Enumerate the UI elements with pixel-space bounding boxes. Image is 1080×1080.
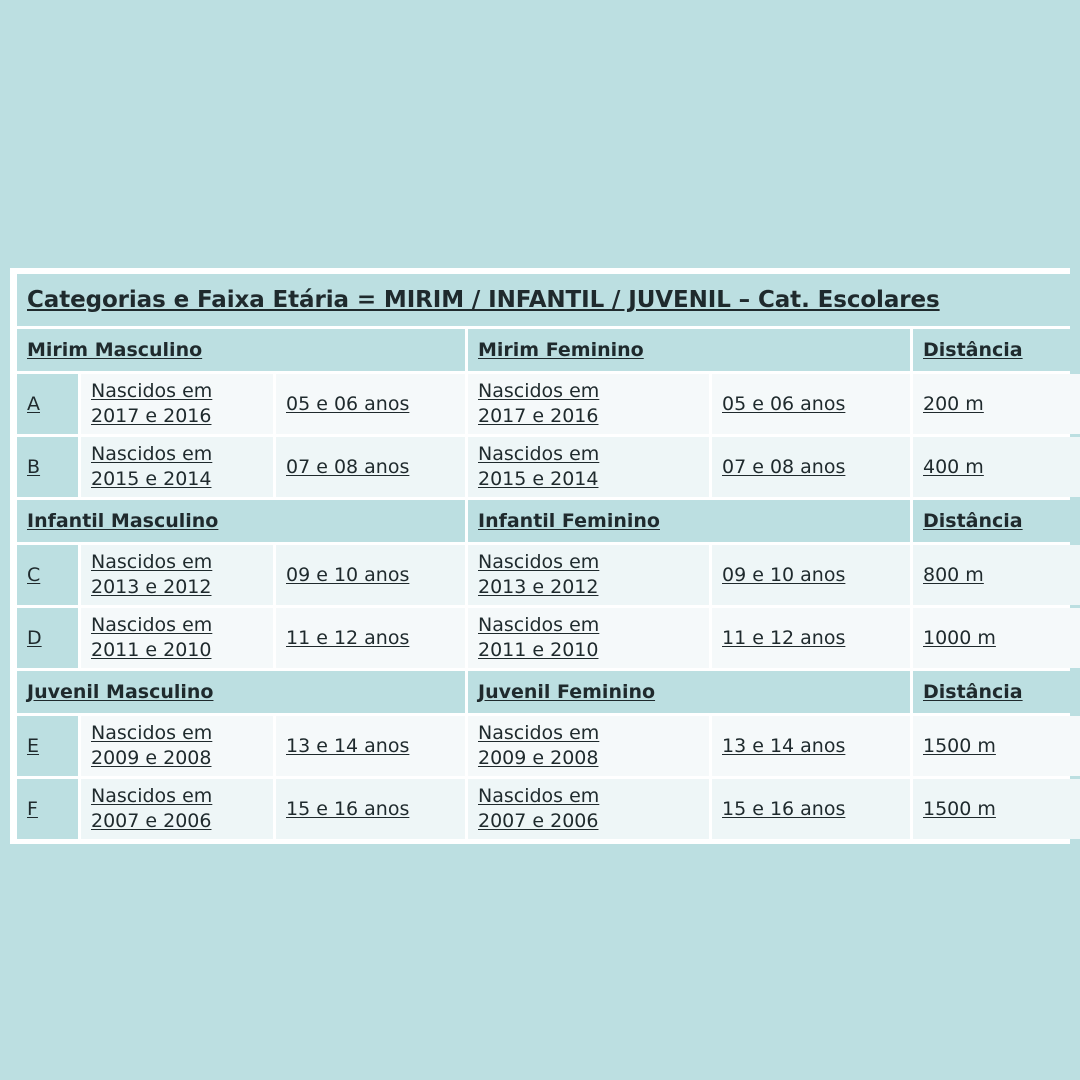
table-row xyxy=(17,374,1080,434)
male-birth-years[interactable] xyxy=(81,545,273,605)
female-category-header[interactable]: Juvenil Feminino xyxy=(468,671,910,713)
female-birth-years[interactable] xyxy=(468,779,709,839)
section-header-row xyxy=(17,500,1080,542)
female-category-header[interactable]: Infantil Feminino xyxy=(468,500,910,542)
table-title[interactable]: Categorias e Faixa Etária = MIRIM / INFANTIL / JUVENIL – Cat. Escolares xyxy=(17,274,1080,326)
category-letter[interactable]: E xyxy=(17,716,78,776)
distance-value[interactable]: 1500 m xyxy=(913,779,1080,839)
born-years: 2015 e 2014 xyxy=(91,468,212,490)
born-label: Nascidos em xyxy=(478,785,600,807)
distance-value[interactable]: 1000 m xyxy=(913,608,1080,668)
born-label: Nascidos em xyxy=(91,443,213,465)
male-age[interactable]: 13 e 14 anos xyxy=(276,716,465,776)
table-row xyxy=(17,437,1080,497)
male-birth-years[interactable] xyxy=(81,608,273,668)
category-letter[interactable]: B xyxy=(17,437,78,497)
born-years: 2013 e 2012 xyxy=(91,576,212,598)
male-category-header[interactable]: Juvenil Masculino xyxy=(17,671,465,713)
distance-value[interactable]: 200 m xyxy=(913,374,1080,434)
born-years: 2011 e 2010 xyxy=(91,639,212,661)
female-age[interactable]: 13 e 14 anos xyxy=(712,716,910,776)
born-label: Nascidos em xyxy=(91,722,213,744)
male-age[interactable]: 07 e 08 anos xyxy=(276,437,465,497)
born-label: Nascidos em xyxy=(478,614,600,636)
male-birth-years[interactable] xyxy=(81,437,273,497)
born-label: Nascidos em xyxy=(91,785,213,807)
born-years: 2015 e 2014 xyxy=(478,468,599,490)
born-label: Nascidos em xyxy=(91,551,213,573)
distance-header[interactable]: Distância xyxy=(913,671,1080,713)
section-header-row xyxy=(17,329,1080,371)
category-letter[interactable]: C xyxy=(17,545,78,605)
born-label: Nascidos em xyxy=(478,722,600,744)
female-age[interactable]: 15 e 16 anos xyxy=(712,779,910,839)
born-years: 2017 e 2016 xyxy=(91,405,212,427)
female-birth-years[interactable] xyxy=(468,545,709,605)
female-birth-years[interactable] xyxy=(468,374,709,434)
born-years: 2009 e 2008 xyxy=(478,747,599,769)
born-label: Nascidos em xyxy=(91,380,213,402)
male-birth-years[interactable] xyxy=(81,716,273,776)
male-age[interactable]: 11 e 12 anos xyxy=(276,608,465,668)
category-letter[interactable]: A xyxy=(17,374,78,434)
title-row xyxy=(17,274,1080,326)
category-letter[interactable]: F xyxy=(17,779,78,839)
male-birth-years[interactable] xyxy=(81,374,273,434)
female-age[interactable]: 05 e 06 anos xyxy=(712,374,910,434)
female-age[interactable]: 09 e 10 anos xyxy=(712,545,910,605)
distance-value[interactable]: 1500 m xyxy=(913,716,1080,776)
distance-header[interactable]: Distância xyxy=(913,329,1080,371)
born-years: 2013 e 2012 xyxy=(478,576,599,598)
female-age[interactable]: 11 e 12 anos xyxy=(712,608,910,668)
table-row xyxy=(17,608,1080,668)
born-years: 2011 e 2010 xyxy=(478,639,599,661)
male-age[interactable]: 05 e 06 anos xyxy=(276,374,465,434)
distance-value[interactable]: 800 m xyxy=(913,545,1080,605)
category-letter[interactable]: D xyxy=(17,608,78,668)
female-birth-years[interactable] xyxy=(468,608,709,668)
table-row xyxy=(17,779,1080,839)
category-table-frame xyxy=(10,268,1070,844)
male-category-header[interactable]: Mirim Masculino xyxy=(17,329,465,371)
born-label: Nascidos em xyxy=(478,380,600,402)
female-birth-years[interactable] xyxy=(468,437,709,497)
female-category-header[interactable]: Mirim Feminino xyxy=(468,329,910,371)
distance-header[interactable]: Distância xyxy=(913,500,1080,542)
born-years: 2009 e 2008 xyxy=(91,747,212,769)
female-age[interactable]: 07 e 08 anos xyxy=(712,437,910,497)
section-header-row xyxy=(17,671,1080,713)
female-birth-years[interactable] xyxy=(468,716,709,776)
male-category-header[interactable]: Infantil Masculino xyxy=(17,500,465,542)
male-age[interactable]: 09 e 10 anos xyxy=(276,545,465,605)
male-birth-years[interactable] xyxy=(81,779,273,839)
born-label: Nascidos em xyxy=(478,443,600,465)
born-label: Nascidos em xyxy=(478,551,600,573)
distance-value[interactable]: 400 m xyxy=(913,437,1080,497)
category-table xyxy=(14,271,1080,842)
born-years: 2007 e 2006 xyxy=(91,810,212,832)
born-label: Nascidos em xyxy=(91,614,213,636)
male-age[interactable]: 15 e 16 anos xyxy=(276,779,465,839)
table-row xyxy=(17,716,1080,776)
born-years: 2017 e 2016 xyxy=(478,405,599,427)
table-row xyxy=(17,545,1080,605)
born-years: 2007 e 2006 xyxy=(478,810,599,832)
